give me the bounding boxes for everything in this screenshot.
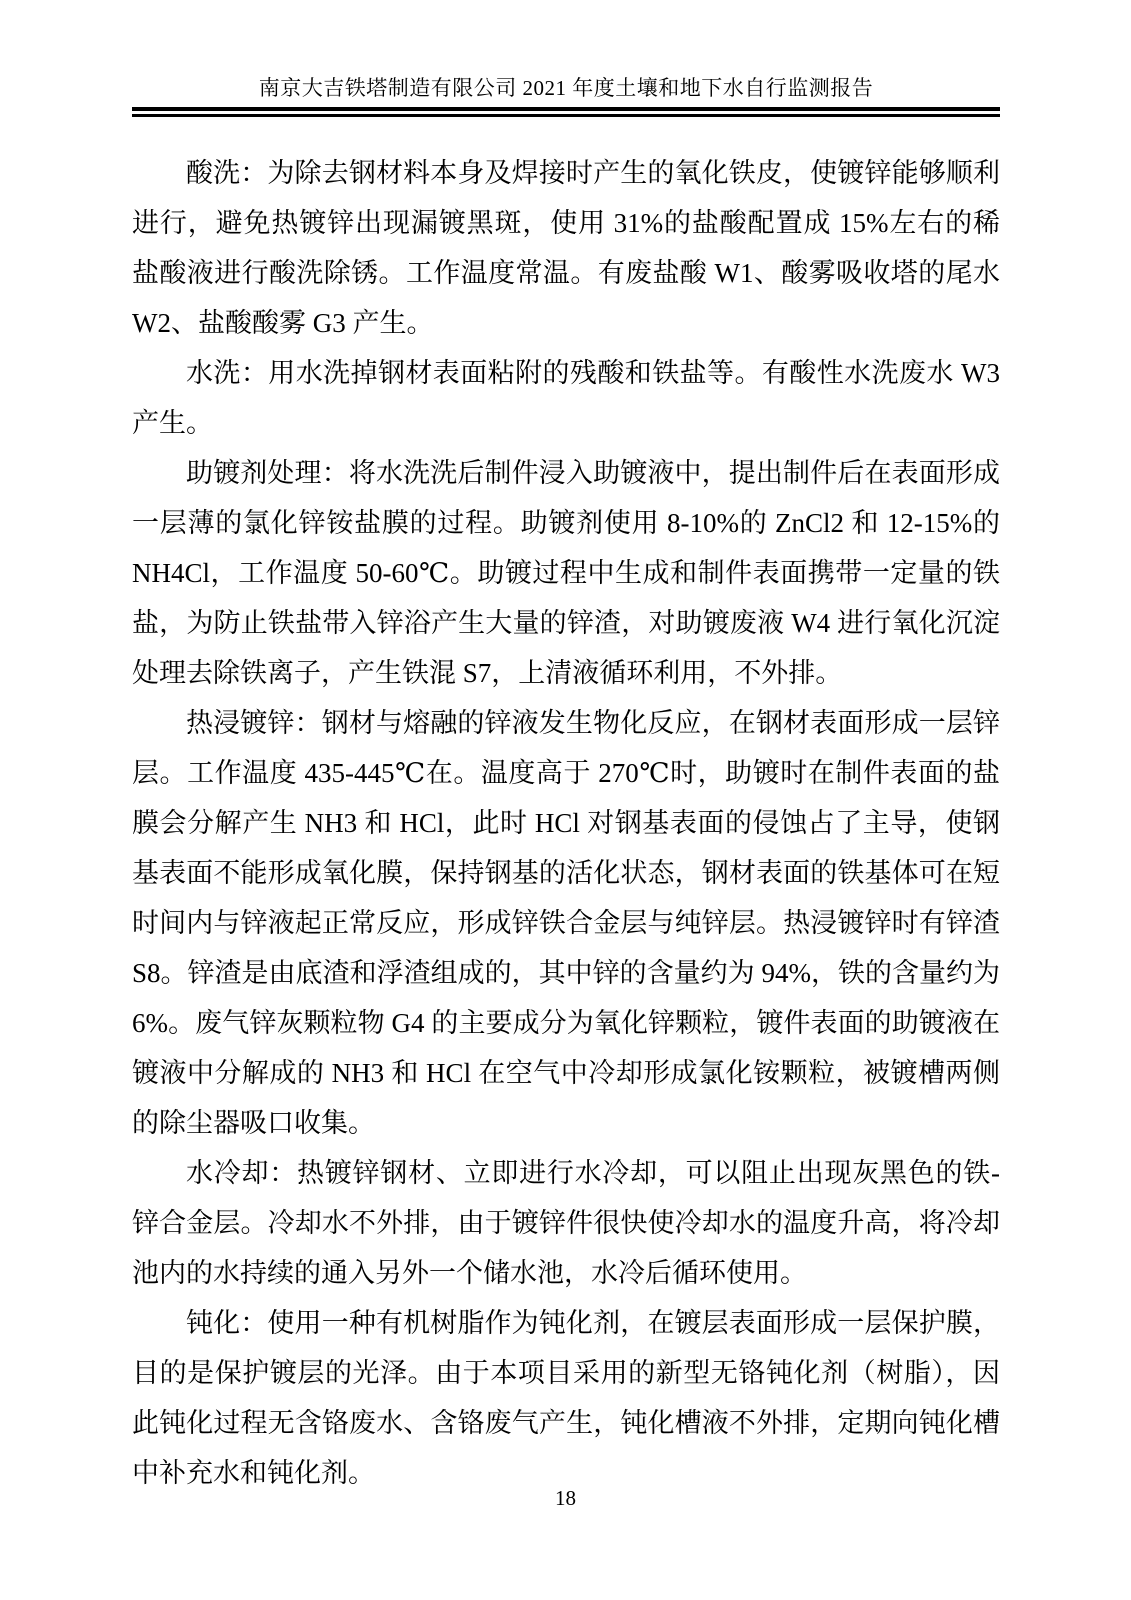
paragraph-flux-treatment: 助镀剂处理：将水洗洗后制件浸入助镀液中，提出制件后在表面形成一层薄的氯化锌铵盐膜的过程。助镀剂使用 8-10%的 ZnCl2 和 12-15%的 NH4Cl，工作温度 50-60℃。助镀过程中生成和制件表面携带一定量的铁盐，为防止铁盐带入锌浴产生大量的锌渣，对助镀废液 W4 进行氧化沉淀处理去除铁离子，产生铁混 S7，上清液循环利用，不外排。 <box>132 458 1000 688</box>
page-footer <box>0 1485 1131 1511</box>
paragraph-pickling: 酸洗：为除去钢材料本身及焊接时产生的氧化铁皮，使镀锌能够顺利进行，避免热镀锌出现漏镀黑斑，使用 31%的盐酸配置成 15%左右的稀盐酸液进行酸洗除锈。工作温度常温。有废盐酸 W1、酸雾吸收塔的尾水 W2、盐酸酸雾 G3 产生。 <box>132 158 1000 338</box>
paragraph-water-rinse: 水洗：用水洗掉钢材表面粘附的残酸和铁盐等。有酸性水洗废水 W3 产生。 <box>132 358 1000 438</box>
paragraph-hot-dip-galvanizing: 热浸镀锌：钢材与熔融的锌液发生物化反应，在钢材表面形成一层锌层。工作温度 435-445℃在。温度高于 270℃时，助镀时在制件表面的盐膜会分解产生 NH3 和 HCl，此时 HCl 对钢基表面的侵蚀占了主导，使钢基表面不能形成氧化膜，保持钢基的活化状态，钢材表面的铁基体可在短时间内与锌液起正常反应，形成锌铁合金层与纯锌层。热浸镀锌时有锌渣 S8。锌渣是由底渣和浮渣组成的，其中锌的含量约为 94%，铁的含量约为 6%。废气锌灰颗粒物 G4 的主要成分为氧化锌颗粒，镀件表面的助镀液在镀液中分解成的 NH3 和 HCl 在空气中冷却形成氯化铵颗粒，被镀槽两侧的除尘器吸口收集。 <box>132 708 1000 1138</box>
paragraph-water-cooling: 水冷却：热镀锌钢材、立即进行水冷却，可以阻止出现灰黑色的铁-锌合金层。冷却水不外排，由于镀锌件很快使冷却水的温度升高，将冷却池内的水持续的通入另外一个储水池，水冷后循环使用。 <box>132 1158 1000 1288</box>
document-body <box>132 148 1000 1498</box>
page-number: 18 <box>555 1486 576 1510</box>
header-rule-bottom-line <box>132 114 1000 117</box>
header-double-rule <box>132 107 1000 117</box>
header-title: 南京大吉铁塔制造有限公司 2021 年度土壤和地下水自行监测报告 <box>258 76 874 100</box>
page-header <box>132 74 1000 117</box>
paragraph-passivation: 钝化：使用一种有机树脂作为钝化剂，在镀层表面形成一层保护膜，目的是保护镀层的光泽。由于本项目采用的新型无铬钝化剂（树脂），因此钝化过程无含铬废水、含铬废气产生，钝化槽液不外排，定期向钝化槽中补充水和钝化剂。 <box>132 1308 1000 1488</box>
